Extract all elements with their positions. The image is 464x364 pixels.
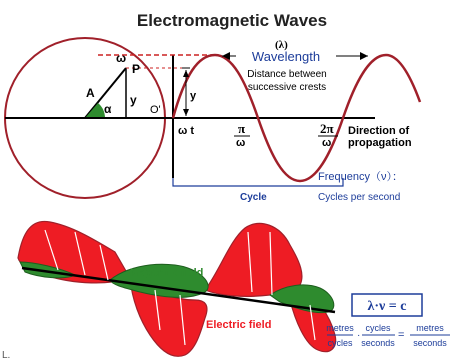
- alpha-label: α: [104, 102, 112, 116]
- page-title: Electromagnetic Waves: [136, 11, 328, 30]
- corner-mark: L.: [2, 350, 11, 361]
- two-pi-numerator: 2π: [320, 121, 334, 136]
- magnetic-field-label: Magentic field: [130, 267, 204, 279]
- lambda-label: (λ): [275, 39, 288, 51]
- wavelength-desc-1: Distance between: [247, 69, 327, 80]
- amplitude-arrowhead-down: [183, 109, 189, 116]
- direction-label-1: Direction of: [348, 125, 410, 137]
- formula: λ·ν = c: [367, 299, 407, 314]
- cycles-per-second-label: Cycles per second: [318, 192, 401, 203]
- cycle-label: Cycle: [240, 192, 267, 203]
- wavelength-desc-2: successive crests: [247, 82, 327, 93]
- electric-field-lobe-3: [205, 223, 302, 296]
- unit-dot: ·: [357, 330, 361, 341]
- o-prime-label: O': [150, 104, 161, 116]
- omega-label: ω: [116, 51, 127, 65]
- unit-metres-num: metres: [326, 323, 354, 333]
- electric-field-label: Electric field: [206, 319, 272, 331]
- wavelength-label: Wavelength: [251, 49, 321, 64]
- unit-metres-num-2: metres: [416, 323, 444, 333]
- pi-numerator: π: [238, 121, 246, 136]
- radius-a-label: A: [86, 86, 95, 100]
- point-p-label: P: [132, 62, 141, 76]
- y-radius-label: y: [130, 93, 137, 107]
- unit-equals: =: [398, 329, 405, 341]
- direction-label-2: propagation: [348, 137, 412, 149]
- unit-cycles-num: cycles: [365, 323, 391, 333]
- omega-t-label: ω t: [178, 125, 195, 137]
- pi-denominator: ω: [236, 137, 246, 149]
- wavelength-arrowhead-right: [360, 52, 368, 60]
- unit-cycles-den: cycles: [327, 338, 353, 348]
- y-amplitude-label: y: [190, 90, 197, 102]
- unit-seconds-den: seconds: [361, 338, 395, 348]
- amplitude-arrowhead-up: [183, 70, 189, 77]
- unit-seconds-den-2: seconds: [413, 338, 447, 348]
- frequency-label: Frequency（ν）：: [318, 171, 403, 183]
- two-pi-denominator: ω: [322, 137, 332, 149]
